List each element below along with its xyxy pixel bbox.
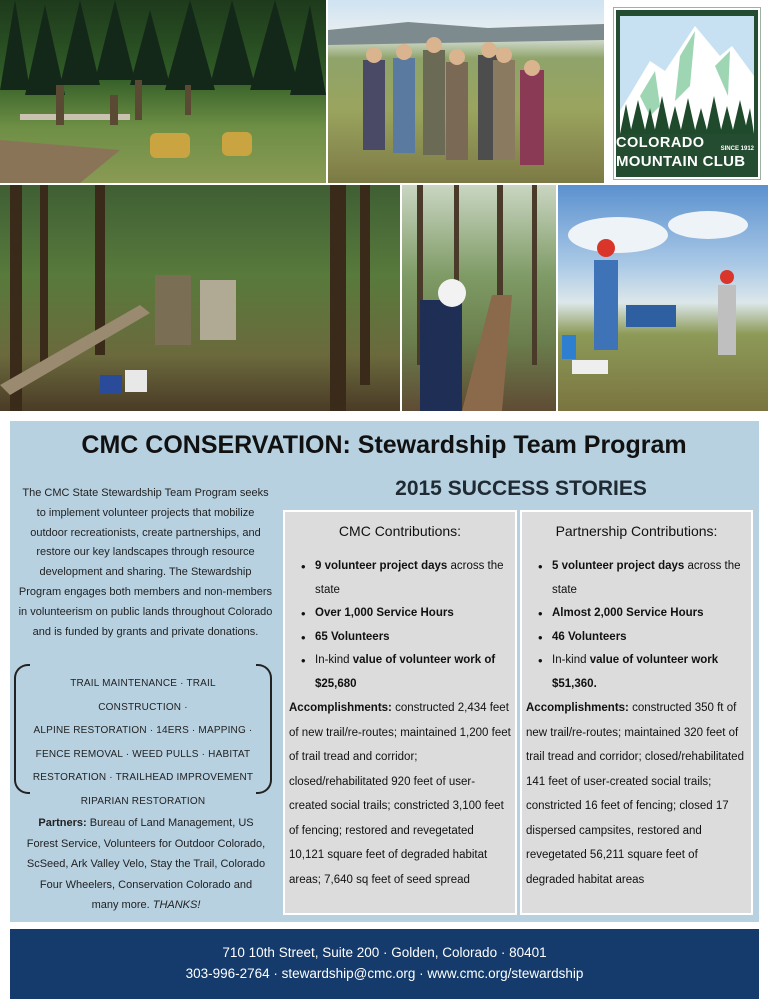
item-text: In-kind [315,654,353,666]
photo-alpine-wheelbarrow [558,185,768,411]
list-item [552,626,747,650]
partnership-contributions-card [520,510,753,915]
item-text: across the state [315,560,504,596]
logo-line-1: COLORADO [616,135,705,151]
partnership-contributions-heading: Partnership Contributions: [555,523,718,539]
logo-since: SINCE 1912 [720,146,754,152]
mountain-logo-art [620,16,754,134]
item-bold: 65 Volunteers [315,630,390,643]
partners-list: Bureau of Land Management, US Forest Service, Volunteers for Outdoor Colorado, ScSeed, Ark Valley Velo, Stay the Trail, Colorado Four Wheelers, Conservation Colorado and many more. [26,817,266,911]
list-item [552,555,747,602]
item-bold: Over 1,000 Service Hours [315,607,454,619]
item-text: across the state [552,560,741,596]
list-item [552,602,747,626]
list-item [315,649,511,696]
cmc-logo [614,8,760,179]
photo-volunteer-group [328,0,604,183]
left-bracket [14,664,30,794]
item-bold: Almost 2,000 Service Hours [552,607,704,619]
logo-line-2: MOUNTAIN CLUB [616,153,746,170]
work-types-box [14,664,272,807]
accomplishments-label: Accomplishments: [289,702,392,714]
partnership-contributions-list [522,555,747,696]
cmc-accomplishments [289,696,511,892]
photo-trail-worker-hardhat [402,185,556,411]
item-bold: value of volunteer work of $25,680 [315,654,496,690]
cmc-contributions-heading: CMC Contributions: [338,523,462,539]
accomplishments-text: constructed 350 ft of new trail/re-routes; maintained 320 feet of trail tread and corridor; closed/rehabilitated 141 feet of user-created social trails; constricted 16 feet of fencing; closed 17 dispersed campsites, restored and revegetated 56,211 square feet of degraded habitat areas [526,702,744,886]
work-type-line: RESTORATION · TRAILHEAD IMPROVEMENT [32,772,254,783]
item-bold: 5 volunteer project days [552,560,685,572]
page-title: CMC CONSERVATION: Stewardship Team Program [81,431,687,459]
work-type-line: FENCE REMOVAL · WEED PULLS · HABITAT [35,748,251,760]
item-bold: 9 volunteer project days [315,560,448,572]
work-types-list [30,672,256,813]
right-bracket [256,664,272,794]
work-type-line: TRAIL MAINTENANCE · TRAIL CONSTRUCTION · [70,678,216,713]
partners-text [26,813,266,916]
cmc-contributions-card [283,510,517,915]
success-subtitle: 2015 SUCCESS STORIES [395,477,647,500]
list-item [315,626,511,650]
item-bold: value of volunteer work $51,360. [552,654,719,690]
photo-forest-trail-work [0,185,400,411]
list-item [552,649,747,696]
item-text: In-kind [552,654,590,666]
footer-address: 710 10th Street, Suite 200 · Golden, Colorado · 80401 [222,945,547,960]
work-type-line: RIPARIAN RESTORATION [80,795,206,807]
partnership-accomplishments [526,696,747,892]
footer-contact: 303-996-2764 · stewardship@cmc.org · www.cmc.org/stewardship [185,966,584,981]
item-bold: 46 Volunteers [552,630,627,643]
list-item [315,555,511,602]
contact-footer [10,929,759,999]
list-item [315,602,511,626]
photo-trail-crew-meadow [0,0,326,183]
thanks-text: THANKS! [152,899,201,911]
partners-label: Partners: [38,817,87,829]
work-type-line: ALPINE RESTORATION · 14ERS · MAPPING · [33,725,253,736]
accomplishments-label: Accomplishments: [526,702,629,714]
cmc-contributions-list [285,555,511,696]
program-intro: The CMC State Stewardship Team Program seeks to implement volunteer projects that mobilize outdoor recreationists, create partnerships, and restore our key landscapes through resource development and sharing. The Stewardship Program engages both members and non-members in volunteerism on public lands throughout Colorado and is funded by grants and private donations. [18,487,273,638]
accomplishments-text: constructed 2,434 feet of new trail/re-routes; maintained 1,200 feet of trail tread and corridor; closed/rehabilitated 920 feet of user-created social trails; constricted 3,100 feet of fencing; restored and revegetated 10,121 square feet of degraded habitat areas; 7,640 sq feet of seed spread [289,702,511,886]
